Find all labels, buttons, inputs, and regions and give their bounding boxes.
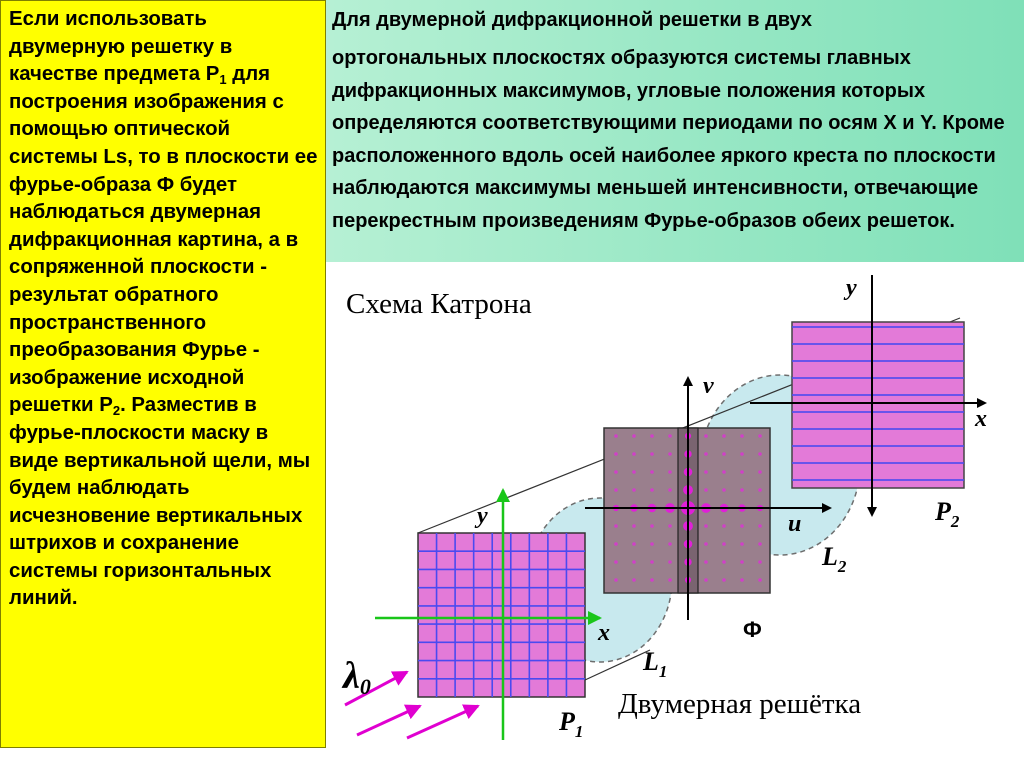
label-x-p1: x xyxy=(598,620,610,646)
fourier-dot xyxy=(650,488,654,492)
fourier-dot xyxy=(632,452,636,456)
fourier-dot xyxy=(758,452,762,456)
fourier-dot xyxy=(632,542,636,546)
label-y-p1: y xyxy=(477,503,488,529)
fourier-dot xyxy=(614,452,618,456)
label-l2: $L_2$ xyxy=(822,542,847,576)
fourier-dot xyxy=(722,470,726,474)
fourier-dot xyxy=(632,434,636,438)
fourier-dot xyxy=(740,488,744,492)
fourier-dot xyxy=(614,578,618,582)
fourier-dot xyxy=(650,452,654,456)
fourier-dot xyxy=(740,434,744,438)
label-phi: Ф xyxy=(743,617,762,642)
label-v: v xyxy=(703,373,714,399)
fourier-dot xyxy=(758,560,762,564)
fourier-dot xyxy=(758,578,762,582)
left-panel-text: Если использовать двумерную решетку в качестве предмета $Р_1$ для построения изображения с помощью оптической системы Ls, то в плоскости ее фурье-образа Ф будет наблюдаться двумерная дифракционная картина, а в сопряженной плоскости - результат обратного пространственного преобразования Фурье - изображение исходной решетки $Р_2$. Разместив в фурье-плоскости маску в виде вертикальной щели, мы будем наблюдать исчезновение вертикальных штрихов и сохранение системы горизонтальных линий. xyxy=(9,8,318,610)
fourier-dot xyxy=(614,560,618,564)
fourier-dot xyxy=(722,560,726,564)
fourier-dot xyxy=(668,560,672,564)
fourier-dot xyxy=(650,470,654,474)
fourier-dot xyxy=(704,542,708,546)
label-lambda: λ0 xyxy=(343,655,371,699)
fourier-dot xyxy=(614,434,618,438)
fourier-dot xyxy=(668,470,672,474)
fourier-dot xyxy=(722,434,726,438)
fourier-dot xyxy=(614,524,618,528)
fourier-dot xyxy=(758,488,762,492)
grating-caption: Двумерная решётка xyxy=(618,688,862,720)
fourier-dot xyxy=(650,434,654,438)
fourier-dot xyxy=(722,452,726,456)
fourier-dot xyxy=(668,488,672,492)
fourier-dot xyxy=(668,452,672,456)
fourier-dot xyxy=(632,560,636,564)
fourier-dot xyxy=(650,560,654,564)
scheme-title: Схема Катрона xyxy=(346,288,532,320)
fourier-dot xyxy=(668,542,672,546)
fourier-dot xyxy=(704,434,708,438)
fourier-dot xyxy=(740,578,744,582)
fourier-dot xyxy=(722,488,726,492)
fourier-dot xyxy=(668,434,672,438)
label-p2: $P_2$ xyxy=(935,497,960,531)
fourier-dot xyxy=(632,524,636,528)
fourier-dot xyxy=(758,434,762,438)
fourier-dot xyxy=(722,542,726,546)
fourier-dot xyxy=(704,524,708,528)
fourier-dot xyxy=(614,542,618,546)
label-l1: $L_1$ xyxy=(643,647,668,681)
label-u: u xyxy=(788,511,802,537)
fourier-dot xyxy=(740,452,744,456)
fourier-dot xyxy=(722,524,726,528)
fourier-dot xyxy=(632,578,636,582)
fourier-dot xyxy=(704,488,708,492)
fourier-dot xyxy=(704,470,708,474)
fourier-dot xyxy=(668,524,672,528)
fourier-dot xyxy=(722,578,726,582)
fourier-dot xyxy=(614,488,618,492)
fourier-dot xyxy=(758,524,762,528)
fourier-dot xyxy=(740,470,744,474)
fourier-dot xyxy=(650,578,654,582)
fourier-dot xyxy=(650,542,654,546)
label-x-p2: x xyxy=(975,406,987,432)
fourier-dot xyxy=(758,542,762,546)
fourier-dot xyxy=(632,470,636,474)
fourier-dot xyxy=(740,524,744,528)
fourier-dot xyxy=(650,524,654,528)
fourier-dot xyxy=(668,578,672,582)
fourier-dot xyxy=(704,452,708,456)
fourier-dot xyxy=(614,470,618,474)
fourier-dot xyxy=(704,560,708,564)
top-text-body: ортогональных плоскостях образуются системы главных дифракционных максимумов, угловые положения которых определяются соответствующими периодами по осям X и Y. Кроме расположенного вдоль осей наиболее яркого креста по плоскости наблюдаются максимумы меньшей интенсивности, отвечающие перекрестным произведениям Фурье-образов обеих решеток. xyxy=(332,47,1005,232)
fourier-dot xyxy=(740,542,744,546)
fourier-dot xyxy=(632,488,636,492)
top-text-line1: Для двумерной дифракционной решетки в двух xyxy=(332,9,813,31)
label-p1: $P_1$ xyxy=(559,707,584,741)
fourier-dot xyxy=(740,560,744,564)
fourier-dot xyxy=(758,470,762,474)
fourier-dot xyxy=(704,578,708,582)
label-y-p2: y xyxy=(846,275,857,301)
